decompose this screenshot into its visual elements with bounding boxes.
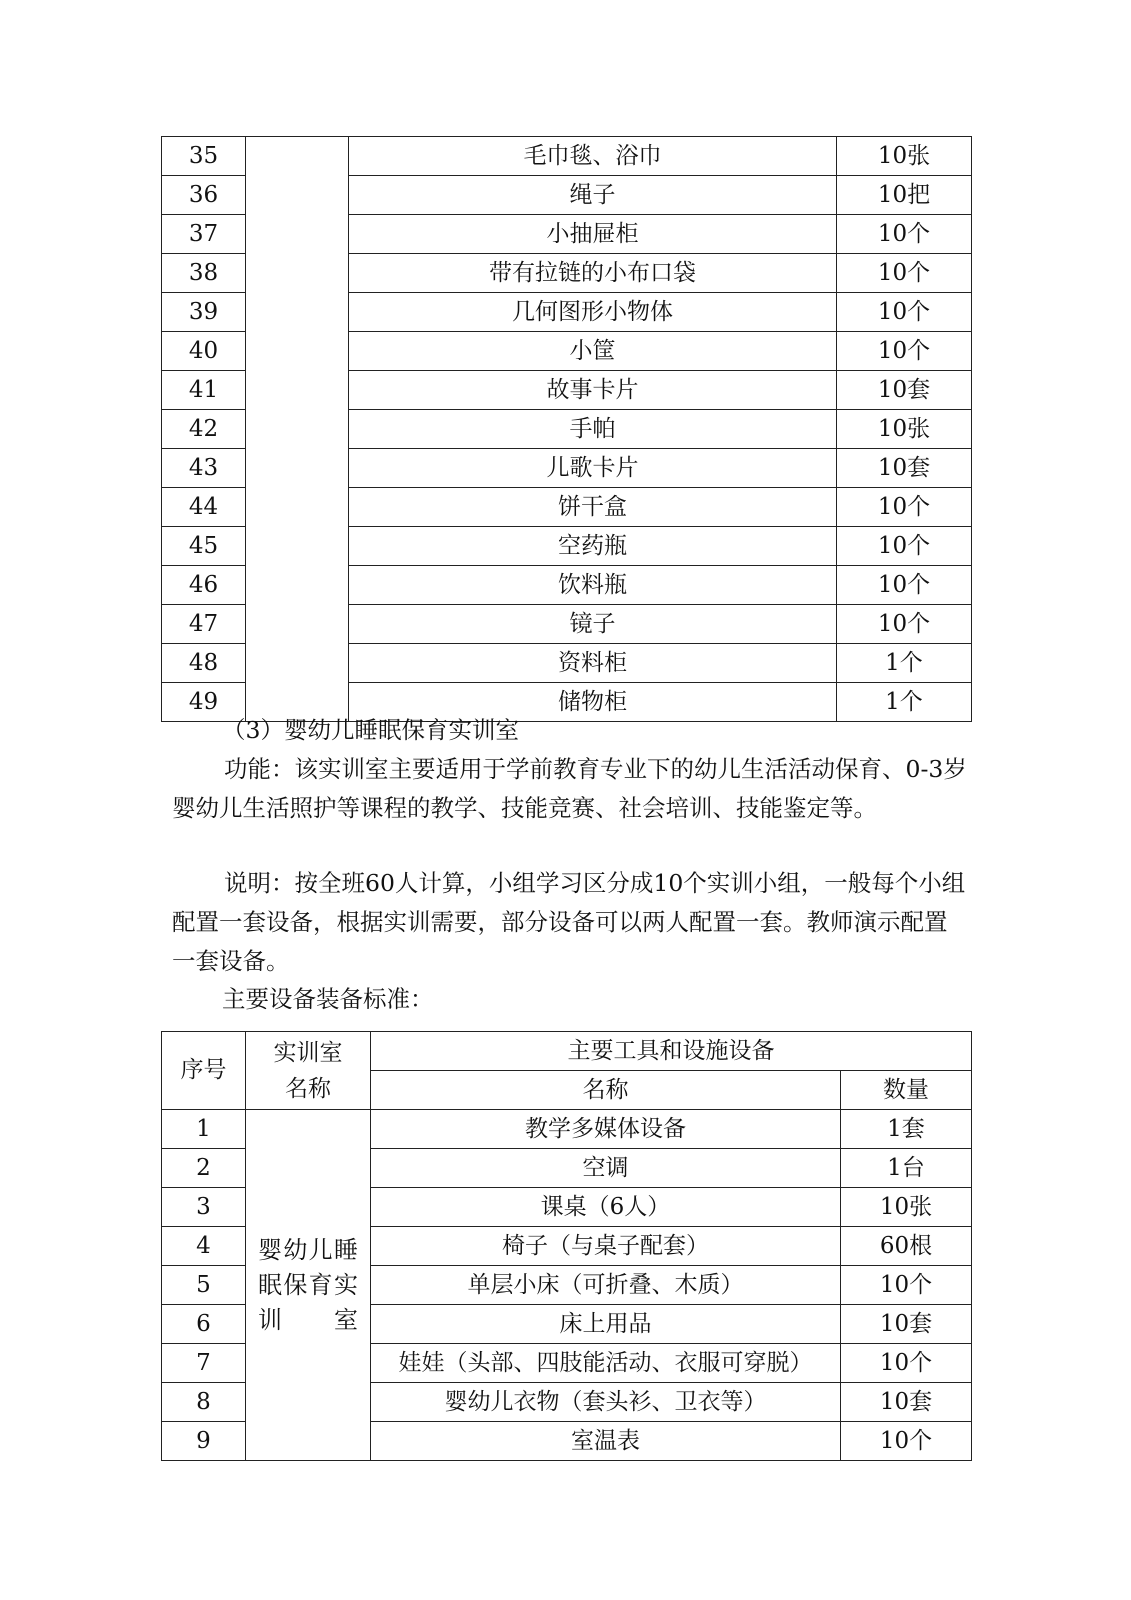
table-header-row: [162, 1032, 972, 1071]
item-name-cell: 椅子（与桌子配套）: [371, 1227, 841, 1266]
quantity-cell: 10个: [837, 254, 972, 293]
item-name-cell: 空调: [371, 1149, 841, 1188]
room-name-cell: 婴幼儿睡眠保育实训室: [246, 1110, 371, 1461]
item-name-cell: 儿歌卡片: [349, 449, 837, 488]
quantity-cell: 10套: [841, 1305, 972, 1344]
quantity-cell: 10个: [837, 527, 972, 566]
serial-no-cell: 40: [162, 332, 246, 371]
serial-no-cell: 5: [162, 1266, 246, 1305]
item-name-cell: 小筐: [349, 332, 837, 371]
sleep-room-table-body: [162, 1032, 972, 1461]
item-name-cell: 婴幼儿衣物（套头衫、卫衣等）: [371, 1383, 841, 1422]
quantity-cell: 60根: [841, 1227, 972, 1266]
header-quantity: 数量: [841, 1071, 972, 1110]
note-paragraph: 说明：按全班60人计算，小组学习区分成10个实训小组，一般每个小组配置一套设备，根据实训需要，部分设备可以两人配置一套。教师演示配置一套设备。: [172, 869, 966, 975]
quantity-cell: 10张: [837, 137, 972, 176]
standard-label: 主要设备装备标准：: [222, 985, 434, 1013]
quantity-cell: 10个: [837, 566, 972, 605]
quantity-cell: 10个: [841, 1422, 972, 1461]
sleep-room-equipment-table: [161, 1031, 972, 1461]
quantity-cell: 1套: [841, 1110, 972, 1149]
serial-no-cell: 37: [162, 215, 246, 254]
room-name-cell: [246, 137, 349, 722]
item-name-cell: 带有拉链的小布口袋: [349, 254, 837, 293]
quantity-cell: 1个: [837, 644, 972, 683]
function-paragraph: 功能：该实训室主要适用于学前教育专业下的幼儿生活活动保育、0-3岁婴幼儿生活照护等课程的教学、技能竞赛、社会培训、技能鉴定等。: [172, 755, 967, 822]
item-name-cell: 毛巾毯、浴巾: [349, 137, 837, 176]
quantity-cell: 10套: [837, 371, 972, 410]
serial-no-cell: 4: [162, 1227, 246, 1266]
item-name-cell: 小抽屉柜: [349, 215, 837, 254]
item-name-cell: 饮料瓶: [349, 566, 837, 605]
item-name-cell: 室温表: [371, 1422, 841, 1461]
item-name-cell: 镜子: [349, 605, 837, 644]
quantity-cell: 10个: [841, 1344, 972, 1383]
quantity-cell: 10个: [837, 332, 972, 371]
serial-no-cell: 35: [162, 137, 246, 176]
serial-no-cell: 9: [162, 1422, 246, 1461]
header-room-line2: 名称: [285, 1075, 331, 1102]
serial-no-cell: 36: [162, 176, 246, 215]
serial-no-cell: 46: [162, 566, 246, 605]
item-name-cell: 绳子: [349, 176, 837, 215]
serial-no-cell: 39: [162, 293, 246, 332]
header-room-line1: 实训室: [273, 1039, 343, 1066]
quantity-cell: 10个: [837, 293, 972, 332]
serial-no-cell: 1: [162, 1110, 246, 1149]
quantity-cell: 10张: [837, 410, 972, 449]
serial-no-cell: 44: [162, 488, 246, 527]
item-name-cell: 课桌（6人）: [371, 1188, 841, 1227]
quantity-cell: 10把: [837, 176, 972, 215]
item-name-cell: 饼干盒: [349, 488, 837, 527]
quantity-cell: 1台: [841, 1149, 972, 1188]
quantity-cell: 10套: [841, 1383, 972, 1422]
serial-no-cell: 45: [162, 527, 246, 566]
quantity-cell: 10个: [841, 1266, 972, 1305]
quantity-cell: 10张: [841, 1188, 972, 1227]
quantity-cell: 10个: [837, 605, 972, 644]
serial-no-cell: 49: [162, 683, 246, 722]
quantity-cell: 10套: [837, 449, 972, 488]
item-name-cell: 资料柜: [349, 644, 837, 683]
serial-no-cell: 47: [162, 605, 246, 644]
table-row: [162, 137, 972, 176]
item-name-cell: 故事卡片: [349, 371, 837, 410]
serial-no-cell: 8: [162, 1383, 246, 1422]
header-tools: 主要工具和设施设备: [371, 1032, 972, 1071]
serial-no-cell: 7: [162, 1344, 246, 1383]
serial-no-cell: 38: [162, 254, 246, 293]
header-room-name: [246, 1032, 371, 1110]
serial-no-cell: 48: [162, 644, 246, 683]
serial-no-cell: 6: [162, 1305, 246, 1344]
item-name-cell: 教学多媒体设备: [371, 1110, 841, 1149]
item-name-cell: 手帕: [349, 410, 837, 449]
item-name-cell: 几何图形小物体: [349, 293, 837, 332]
item-name-cell: 储物柜: [349, 683, 837, 722]
item-name-cell: 娃娃（头部、四肢能活动、衣服可穿脱）: [371, 1344, 841, 1383]
item-name-cell: 单层小床（可折叠、木质）: [371, 1266, 841, 1305]
equipment-table-body: [162, 137, 972, 722]
item-name-cell: 空药瓶: [349, 527, 837, 566]
header-serial-no: 序号: [162, 1032, 246, 1110]
serial-no-cell: 43: [162, 449, 246, 488]
table-row: [162, 1110, 972, 1149]
section-heading: （3）婴幼儿睡眠保育实训室: [222, 716, 519, 744]
item-name-cell: 床上用品: [371, 1305, 841, 1344]
serial-no-cell: 42: [162, 410, 246, 449]
quantity-cell: 10个: [837, 215, 972, 254]
serial-no-cell: 3: [162, 1188, 246, 1227]
equipment-table-continued: [161, 136, 972, 722]
serial-no-cell: 2: [162, 1149, 246, 1188]
serial-no-cell: 41: [162, 371, 246, 410]
header-item-name: 名称: [371, 1071, 841, 1110]
quantity-cell: 1个: [837, 683, 972, 722]
quantity-cell: 10个: [837, 488, 972, 527]
